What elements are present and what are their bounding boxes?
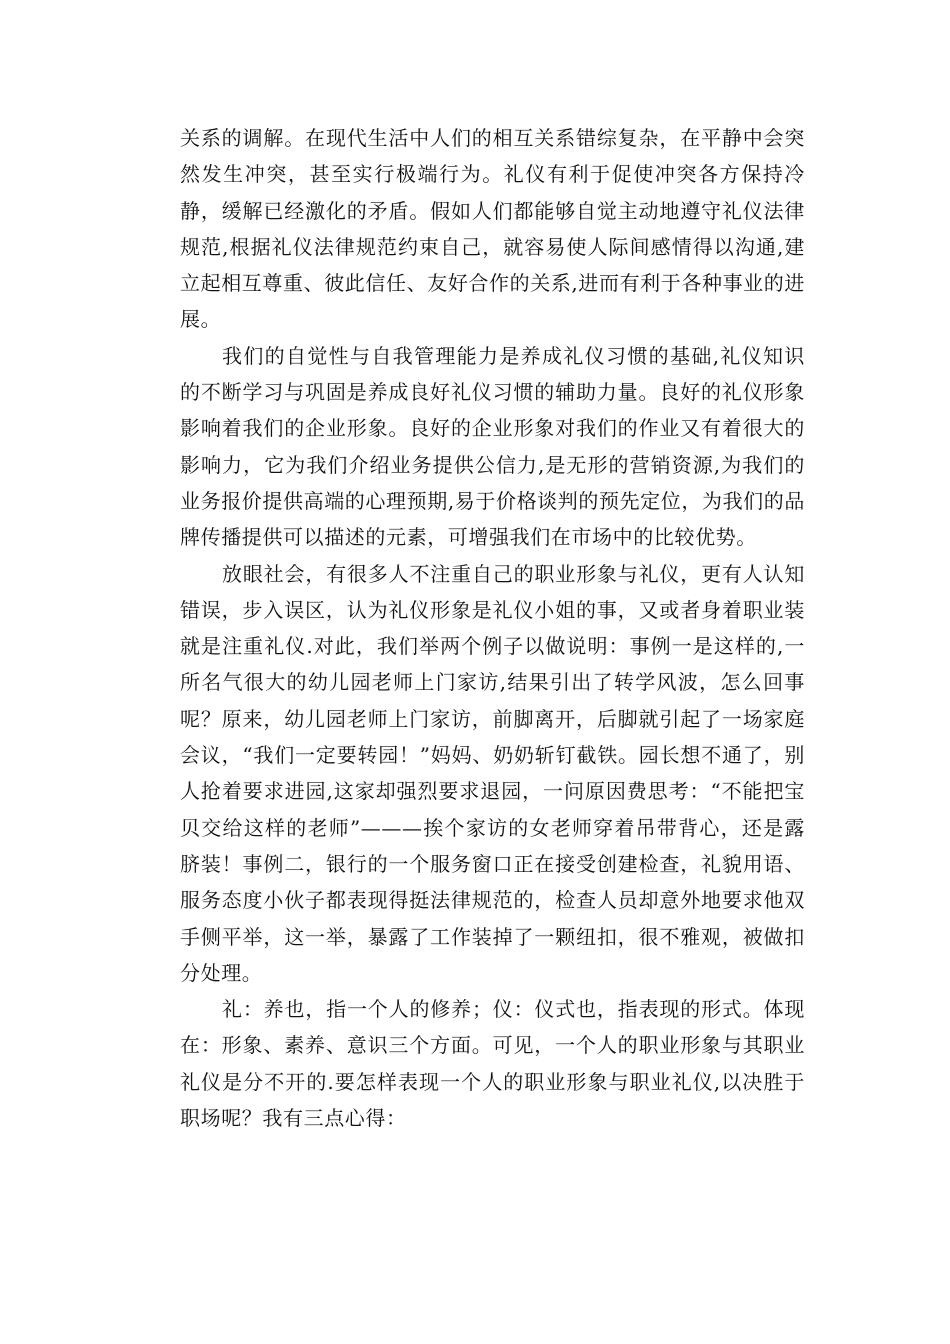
paragraph-3: 放眼社会，有很多人不注重自己的职业形象与礼仪，更有人认知错误，步入误区，认为礼仪形象是礼仪小姐的事，又或者身着职业装就是注重礼仪.对此，我们举两个例子以做说明：事例一是这样的,一所名气很大的幼儿园老师上门家访,结果引出了转学风波，怎么回事呢？原来，幼儿园老师上门家访，前脚离开，后脚就引起了一场家庭会议，“我们一定要转园！”妈妈、奶奶斩钉截铁。园长想不通了，别人抢着要求进园,这家却强烈要求退园，一问原因费思考：“不能把宝贝交给这样的老师”———挨个家访的女老师穿着吊带背心，还是露脐装！事例二，银行的一个服务窗口正在接受创建检查，礼貌用语、服务态度小伙子都表现得挺法律规范的，检查人员却意外地要求他双手侧平举，这一举，暴露了工作装掉了一颗纽扣，很不雅观，被做扣分处理。 (180, 561, 805, 985)
document-page (180, 120, 805, 1136)
paragraph-2: 我们的自觉性与自我管理能力是养成礼仪习惯的基础,礼仪知识的不断学习与巩固是养成良好礼仪习惯的辅助力量。良好的礼仪形象影响着我们的企业形象。良好的企业形象对我们的作业又有着很大的影响力，它为我们介绍业务提供公信力,是无形的营销资源,为我们的业务报价提供高端的心理预期,易于价格谈判的预先定位，为我们的品牌传播提供可以描述的元素，可增强我们在市场中的比较优势。 (180, 343, 805, 550)
paragraph-1: 关系的调解。在现代生活中人们的相互关系错综复杂，在平静中会突然发生冲突，甚至实行极端行为。礼仪有利于促使冲突各方保持冷静，缓解已经激化的矛盾。假如人们都能够自觉主动地遵守礼仪法律规范,根据礼仪法律规范约束自己，就容易使人际间感情得以沟通,建立起相互尊重、彼此信任、友好合作的关系,进而有利于各种事业的进展。 (180, 126, 805, 332)
paragraph-4: 礼：养也，指一个人的修养；仪：仪式也，指表现的形式。体现在：形象、素养、意识三个方面。可见，一个人的职业形象与其职业礼仪是分不开的.要怎样表现一个人的职业形象与职业礼仪,以决胜于职场呢？我有三点心得： (180, 997, 805, 1131)
